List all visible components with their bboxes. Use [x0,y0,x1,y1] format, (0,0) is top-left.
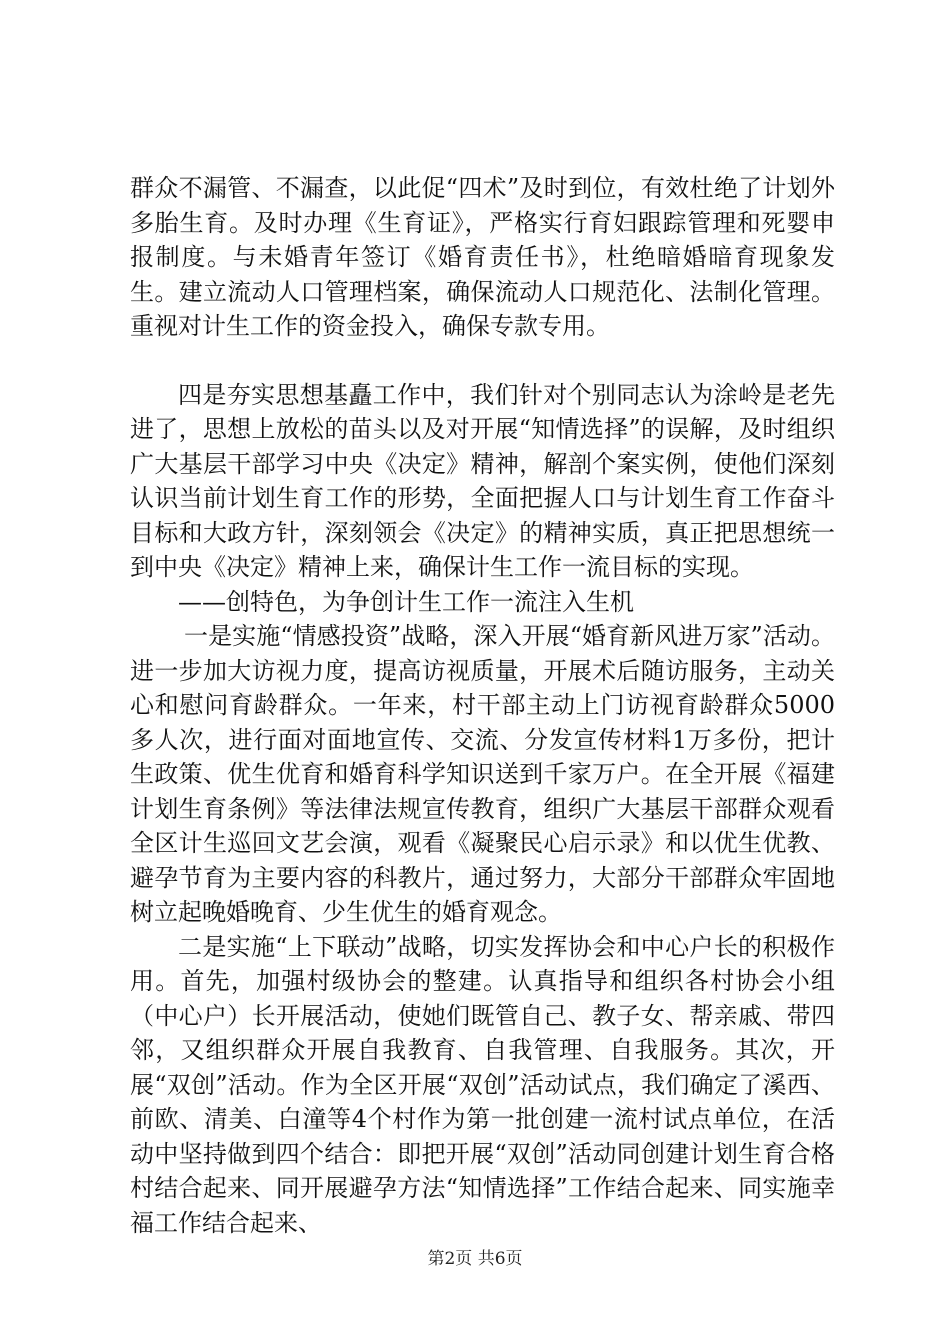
body-text [130,171,835,1240]
paragraph-point-one: 一是实施“情感投资”战略，深入开展“婚育新风进万家”活动。进一步加大访视力度，提高访视质量，开展术后随访服务，主动关心和慰问育龄群众。一年来，村干部主动上门访视育龄群众5000多人次，进行面对面地宣传、交流、分发宣传材料1万多份，把计生政策、优生优育和婚育科学知识送到千家万户。在全开展《福建计划生育条例》等法律法规宣传教育，组织广大基层干部群众观看全区计生巡回文艺会演，观看《凝聚民心启示录》和以优生优教、避孕节育为主要内容的科教片，通过努力，大部分干部群众牢固地树立起晚婚晚育、少生优生的婚育观念。 [130,622,835,926]
paragraph-gap [130,344,835,378]
page-number-footer: 第2页 共6页 [427,1249,523,1269]
paragraph-point-two: 二是实施“上下联动”战略，切实发挥协会和中心户长的积极作用。首先，加强村级协会的整建。认真指导和组织各村协会小组（中心户）长开展活动，使她们既管自己、教子女、帮亲戚、带四邻，又组织群众开展自我教育、自我管理、自我服务。其次，开展“双创”活动。作为全区开展“双创”活动试点，我们确定了溪西、前欧、清美、白潼等4个村作为第一批创建一流村试点单位，在活动中坚持做到四个结合：即把开展“双创”活动同创建计划生育合格村结合起来、同开展避孕方法“知情选择”工作结合起来、同实施幸福工作结合起来、 [130,932,835,1237]
section-subheading: ——创特色，为争创计生工作一流注入生机 [178,587,634,616]
paragraph-continuation: 群众不漏管、不漏查，以此促“四术”及时到位，有效杜绝了计划外多胎生育。及时办理《生育证》，严格实行育妇跟踪管理和死婴申报制度。与未婚青年签订《婚育责任书》，杜绝暗婚暗育现象发生。建立流动人口管理档案，确保流动人口规范化、法制化管理。重视对计生工作的资金投入，确保专款专用。 [130,174,835,340]
paragraph-point-four: 四是夯实思想基矗工作中，我们针对个别同志认为涂岭是老先进了，思想上放松的苗头以及对开展“知情选择”的误解，及时组织广大基层干部学习中央《决定》精神，解剖个案实例，使他们深刻认识当前计划生育工作的形势，全面把握人口与计划生育工作奋斗目标和大政方针，深刻领会《决定》的精神实质，真正把思想统一到中央《决定》精神上来，确保计生工作一流目标的实现。 [130,380,835,581]
